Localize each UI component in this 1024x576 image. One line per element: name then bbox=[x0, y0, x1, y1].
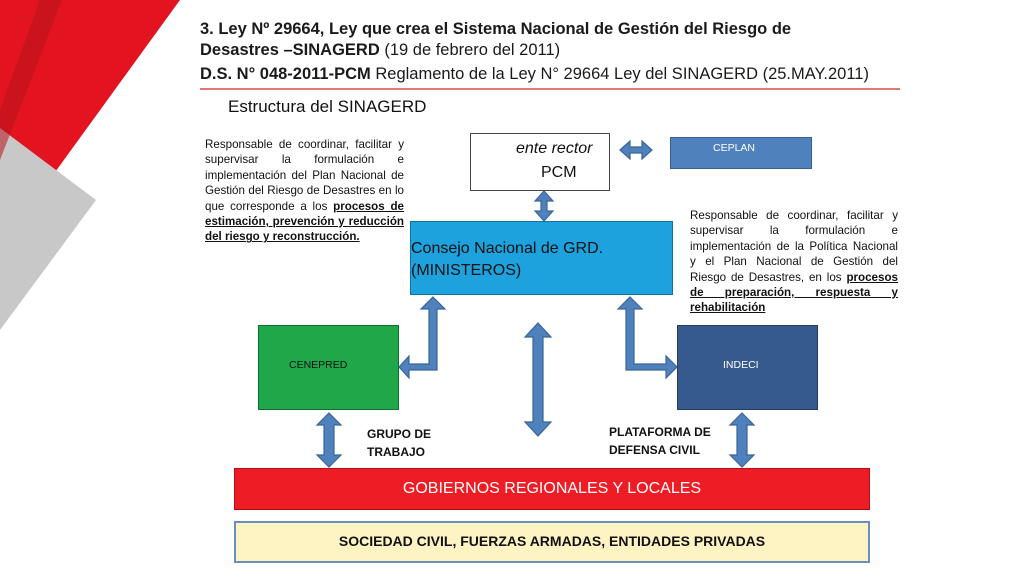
sociedad-label: SOCIEDAD CIVIL, FUERZAS ARMADAS, ENTIDADES PRIVADAS bbox=[338, 533, 766, 549]
header-title-1: 3. Ley Nº 29664, Ley que crea el Sistema Nacional de Gestión del Riesgo de bbox=[200, 20, 792, 38]
cenepred-description-text: Responsable de coordinar, facilitar y supervisar la formulación e implementación del Plan Nacional de Gestión del Riesgo de Desastres en lo que corresponde a los bbox=[205, 138, 404, 213]
gobiernos-box bbox=[234, 468, 870, 510]
gobiernos-label: GOBIERNOS REGIONALES Y LOCALES bbox=[402, 480, 702, 497]
header-decree-desc: Reglamento de la Ley N° 29664 Ley del SINAGERD (25.MAY.2011) bbox=[370, 65, 869, 83]
consejo-box bbox=[410, 221, 673, 295]
grupo-trabajo-line1: GRUPO DE bbox=[367, 427, 432, 441]
header-law-date: (19 de febrero del 2011) bbox=[379, 41, 561, 59]
grupo-trabajo-label bbox=[367, 425, 431, 461]
indeci-description bbox=[690, 208, 898, 316]
plataforma-line1: PLATAFORMA DE bbox=[609, 425, 711, 439]
header-decree: D.S. N° 048-2011-PCM bbox=[200, 65, 371, 83]
ceplan-label: CEPLAN bbox=[713, 142, 756, 154]
cenepred-description bbox=[205, 137, 404, 245]
header-line-1 bbox=[200, 19, 920, 40]
plataforma-label bbox=[609, 423, 711, 459]
cenepred-description-processes: procesos de estimación, prevención y reducción del riesgo y reconstrucción. bbox=[205, 199, 404, 244]
header-line-3 bbox=[200, 64, 920, 85]
indeci-description-text: Responsable de coordinar, facilitar y supervisar la formulación e implementación de la Política Nacional y el Plan Nacional de Gestión del Riesgo de Desastres, en los bbox=[690, 209, 898, 284]
header-line-2 bbox=[200, 40, 920, 61]
consejo-label bbox=[411, 238, 603, 282]
sociedad-box bbox=[234, 521, 870, 563]
ceplan-box bbox=[670, 137, 812, 169]
pcm-label: PCM bbox=[541, 164, 577, 181]
grupo-trabajo-line2: TRABAJO bbox=[367, 445, 426, 459]
indeci-box bbox=[677, 325, 818, 410]
cenepred-label: CENEPRED bbox=[289, 359, 348, 371]
indeci-label: INDECI bbox=[723, 359, 759, 371]
plataforma-line2: DEFENSA CIVIL bbox=[609, 443, 700, 457]
indeci-description-processes: procesos de preparación, respuesta y rehabilitación bbox=[690, 270, 898, 315]
pcm-box bbox=[470, 133, 610, 191]
header-law-name: Desastres –SINAGERD bbox=[200, 41, 380, 59]
section-title: Estructura del SINAGERD bbox=[228, 97, 427, 116]
header-divider bbox=[200, 88, 900, 90]
consejo-label-line2: (MINISTEROS) bbox=[411, 262, 522, 279]
cenepred-box bbox=[258, 325, 399, 410]
consejo-label-line1: Consejo Nacional de GRD. bbox=[411, 240, 604, 257]
pcm-role: ente rector bbox=[516, 140, 593, 157]
